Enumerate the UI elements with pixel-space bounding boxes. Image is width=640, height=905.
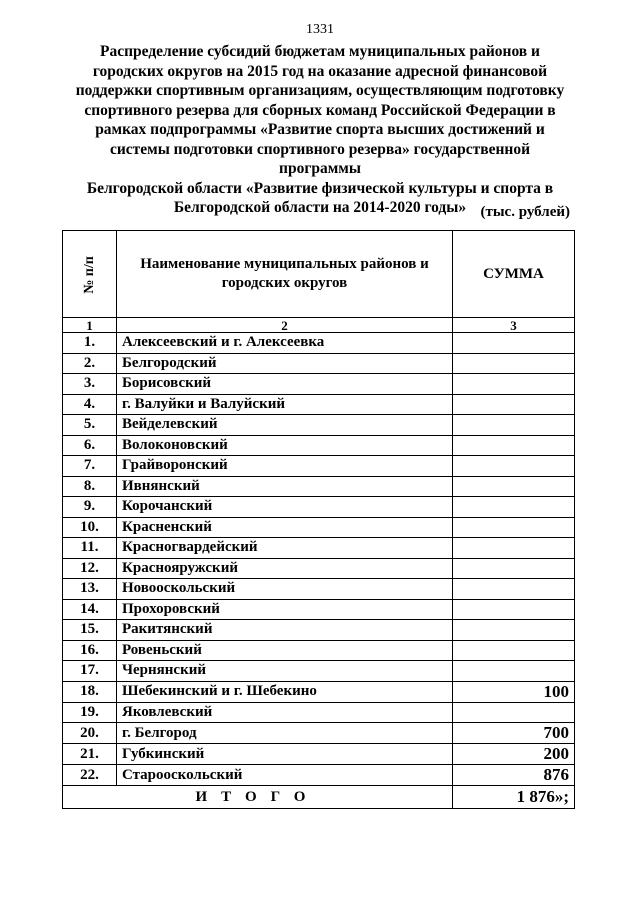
row-sum [453,579,575,600]
district-name: Ровеньский [117,640,453,661]
header-name [117,231,453,318]
district-name: Корочанский [117,497,453,518]
row-number: 17. [63,661,117,682]
row-number: 19. [63,702,117,723]
district-name: Алексеевский и г. Алексеевка [117,333,453,354]
district-name: г. Валуйки и Валуйский [117,394,453,415]
table-row [63,394,575,415]
column-index: 2 [117,318,453,333]
row-sum [453,497,575,518]
table-row [63,620,575,641]
table-row [63,435,575,456]
district-name: Борисовский [117,374,453,395]
row-sum [453,558,575,579]
table-row [63,681,575,702]
row-number: 8. [63,476,117,497]
row-sum [453,640,575,661]
district-name: Губкинский [117,744,453,765]
table-row [63,333,575,354]
units-label: (тыс. рублей) [480,204,570,220]
district-name: Белгородский [117,353,453,374]
district-name: г. Белгород [117,723,453,744]
row-number: 21. [63,744,117,765]
district-name: Грайворонский [117,456,453,477]
row-sum [453,353,575,374]
district-name: Красногвардейский [117,538,453,559]
header-name-line: городских округов [221,275,348,291]
table-row [63,415,575,436]
column-index-row [63,318,575,333]
row-sum [453,415,575,436]
table-row [63,579,575,600]
table-row [63,702,575,723]
row-number: 15. [63,620,117,641]
row-number: 18. [63,681,117,702]
row-sum [453,538,575,559]
row-number: 2. [63,353,117,374]
title-line: спортивного резерва для сборных команд Российской Федерации в [84,101,556,119]
column-index: 3 [453,318,575,333]
title-line: Белгородской области на 2014-2020 годы» [173,199,467,216]
row-sum [453,599,575,620]
district-name: Красненский [117,517,453,538]
table-row [63,538,575,559]
title-line: Распределение субсидий бюджетам муниципальных районов и [100,43,540,60]
row-sum: 200 [453,744,575,765]
document-title [70,42,570,218]
row-number: 4. [63,394,117,415]
district-name: Ивнянский [117,476,453,497]
row-sum [453,702,575,723]
table-row [63,640,575,661]
header-num-label: № п/п [81,255,97,294]
table-row [63,765,575,786]
row-sum: 700 [453,723,575,744]
row-sum [453,620,575,641]
table-row [63,374,575,395]
column-index: 1 [63,318,117,333]
district-name: Прохоровский [117,599,453,620]
row-sum: 100 [453,681,575,702]
row-sum [453,435,575,456]
district-name: Новооскольский [117,579,453,600]
title-line: системы подготовки спортивного резерва» государственной программы [109,140,531,177]
district-name: Старооскольский [117,765,453,786]
row-sum: 876 [453,765,575,786]
table-row [63,599,575,620]
row-sum [453,456,575,477]
district-name: Шебекинский и г. Шебекино [117,681,453,702]
page-number: 1331 [306,22,334,37]
table-row [63,353,575,374]
row-sum [453,517,575,538]
header-name-line: Наименование муниципальных районов и [140,256,429,272]
row-number: 9. [63,497,117,518]
district-name: Вейделевский [117,415,453,436]
row-sum [453,661,575,682]
row-number: 7. [63,456,117,477]
row-number: 11. [63,538,117,559]
row-number: 14. [63,599,117,620]
title-line: городских округов на 2015 год на оказание адресной финансовой [92,62,548,80]
header-num [63,231,117,318]
table-row [63,517,575,538]
table-row [63,497,575,518]
table-row [63,723,575,744]
total-row [63,786,575,809]
header-sum: СУММА [453,231,575,318]
total-sum: 1 876»; [453,786,575,809]
row-number: 1. [63,333,117,354]
row-sum [453,476,575,497]
row-number: 13. [63,579,117,600]
district-name: Яковлевский [117,702,453,723]
table-row [63,558,575,579]
row-number: 22. [63,765,117,786]
header-row [63,231,575,318]
title-line: Белгородской области «Развитие физической культуры и спорта в [86,179,554,197]
row-sum [453,374,575,395]
subsidy-table [62,230,575,809]
total-label: ИТОГО [63,786,453,809]
row-number: 3. [63,374,117,395]
row-number: 10. [63,517,117,538]
district-name: Чернянский [117,661,453,682]
row-number: 6. [63,435,117,456]
district-name: Волоконовский [117,435,453,456]
table-row [63,744,575,765]
district-name: Краснояружский [117,558,453,579]
row-number: 16. [63,640,117,661]
title-line: поддержки спортивным организациям, осуществляющим подготовку [75,82,565,99]
table-row [63,476,575,497]
table-row [63,456,575,477]
row-number: 5. [63,415,117,436]
table-row [63,661,575,682]
row-number: 20. [63,723,117,744]
row-sum [453,333,575,354]
row-sum [453,394,575,415]
district-name: Ракитянский [117,620,453,641]
row-number: 12. [63,558,117,579]
title-line: рамках подпрограммы «Развитие спорта высших достижений и [95,121,545,138]
